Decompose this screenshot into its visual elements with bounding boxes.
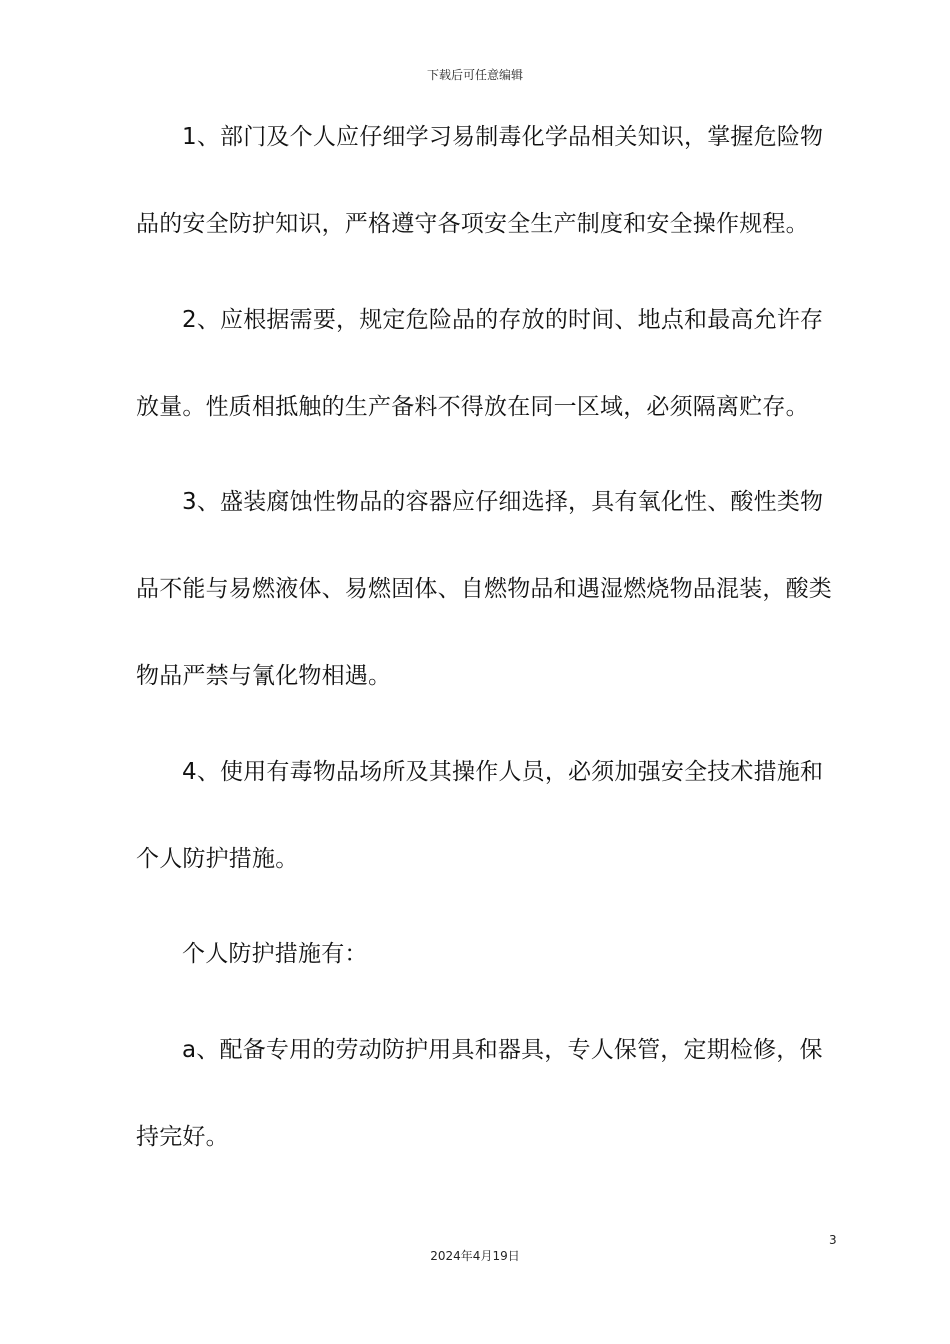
paragraph-3-line-2: 品不能与易燃液体、易燃固体、自燃物品和遇湿燃烧物品混装，酸类: [136, 576, 832, 602]
paragraph-4-line-1: 4、使用有毒物品场所及其操作人员，必须加强安全技术措施和: [182, 759, 824, 785]
paragraph-1-line-1: 1、部门及个人应仔细学习易制毒化学品相关知识，掌握危险物: [182, 124, 824, 150]
page-header: 下载后可任意编辑: [426, 68, 523, 82]
paragraph-6-line-1: a、配备专用的劳动防护用具和器具，专人保管，定期检修，保: [182, 1037, 823, 1063]
paragraph-2-line-1: 2、应根据需要，规定危险品的存放的时间、地点和最高允许存: [182, 307, 824, 333]
paragraph-2-line-2: 放量。性质相抵触的生产备料不得放在同一区域，必须隔离贮存。: [136, 394, 809, 420]
page-number: 3: [829, 1233, 837, 1247]
paragraph-1-line-2: 品的安全防护知识，严格遵守各项安全生产制度和安全操作规程。: [136, 211, 809, 237]
paragraph-6-line-2: 持完好。: [136, 1124, 229, 1150]
paragraph-4-line-2: 个人防护措施。: [136, 846, 299, 872]
paragraph-3-line-3: 物品严禁与氰化物相遇。: [136, 663, 392, 689]
paragraph-5-line-1: 个人防护措施有：: [182, 941, 368, 967]
footer-date: 2024年4月19日: [430, 1249, 520, 1263]
paragraph-3-line-1: 3、盛装腐蚀性物品的容器应仔细选择，具有氧化性、酸性类物: [182, 489, 824, 515]
